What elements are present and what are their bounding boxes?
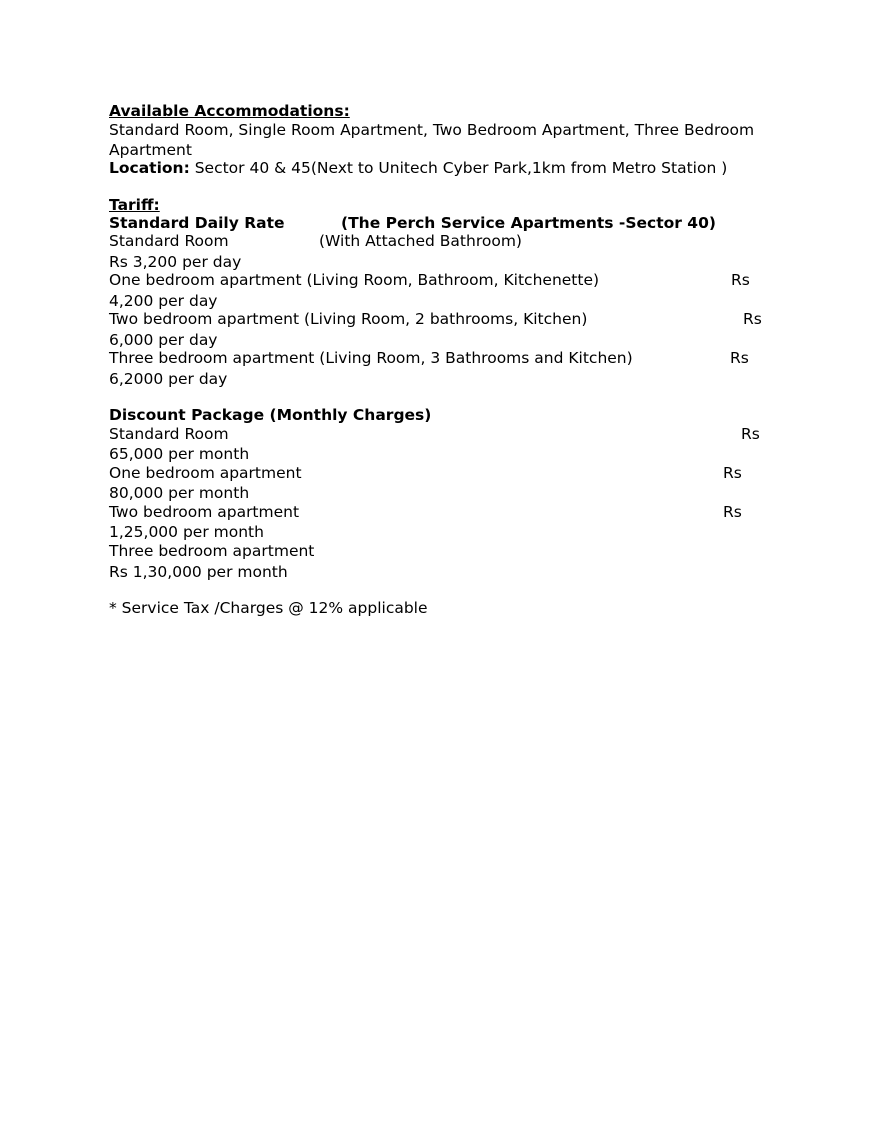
- daily-rate-price: 6,000 per day: [109, 331, 218, 349]
- daily-rate-room: Two bedroom apartment (Living Room, 2 bathrooms, Kitchen): [109, 310, 588, 328]
- property-name: (The Perch Service Apartments -Sector 40): [341, 214, 716, 232]
- daily-rate-price: 4,200 per day: [109, 292, 218, 310]
- discount-currency: Rs: [741, 425, 760, 443]
- daily-rate-title: Standard Daily Rate: [109, 214, 285, 232]
- service-tax-footnote: * Service Tax /Charges @ 12% applicable: [109, 599, 428, 617]
- accommodations-list-line2: Apartment: [109, 141, 192, 159]
- daily-rate-price: Rs 3,200 per day: [109, 253, 242, 271]
- discount-price: 80,000 per month: [109, 484, 250, 502]
- discount-currency: Rs: [723, 503, 742, 521]
- daily-rate-room: Standard Room: [109, 232, 229, 250]
- location-line: [109, 158, 727, 178]
- daily-rate-currency: Rs: [731, 271, 750, 289]
- location-label: Location:: [109, 159, 190, 177]
- daily-rate-note: (With Attached Bathroom): [319, 232, 522, 250]
- discount-room: One bedroom apartment: [109, 464, 302, 482]
- discount-room: Standard Room: [109, 425, 229, 443]
- tariff-heading: Tariff:: [109, 196, 160, 214]
- discount-price: Rs 1,30,000 per month: [109, 563, 288, 581]
- discount-room: Two bedroom apartment: [109, 503, 300, 521]
- accommodations-heading: Available Accommodations:: [109, 102, 350, 120]
- discount-currency: Rs: [723, 464, 742, 482]
- discount-room: Three bedroom apartment: [109, 542, 315, 560]
- daily-rate-currency: Rs: [743, 310, 762, 328]
- location-value: Sector 40 & 45(Next to Unitech Cyber Park,1km from Metro Station ): [189, 159, 728, 177]
- discount-title: Discount Package (Monthly Charges): [109, 406, 432, 424]
- daily-rate-room: One bedroom apartment (Living Room, Bathroom, Kitchenette): [109, 271, 600, 289]
- daily-rate-currency: Rs: [730, 349, 749, 367]
- discount-price: 1,25,000 per month: [109, 523, 264, 541]
- daily-rate-price: 6,2000 per day: [109, 370, 228, 388]
- daily-rate-room: Three bedroom apartment (Living Room, 3 Bathrooms and Kitchen): [109, 349, 633, 367]
- accommodations-list-line1: Standard Room, Single Room Apartment, Two Bedroom Apartment, Three Bedroom: [109, 121, 755, 139]
- discount-price: 65,000 per month: [109, 445, 250, 463]
